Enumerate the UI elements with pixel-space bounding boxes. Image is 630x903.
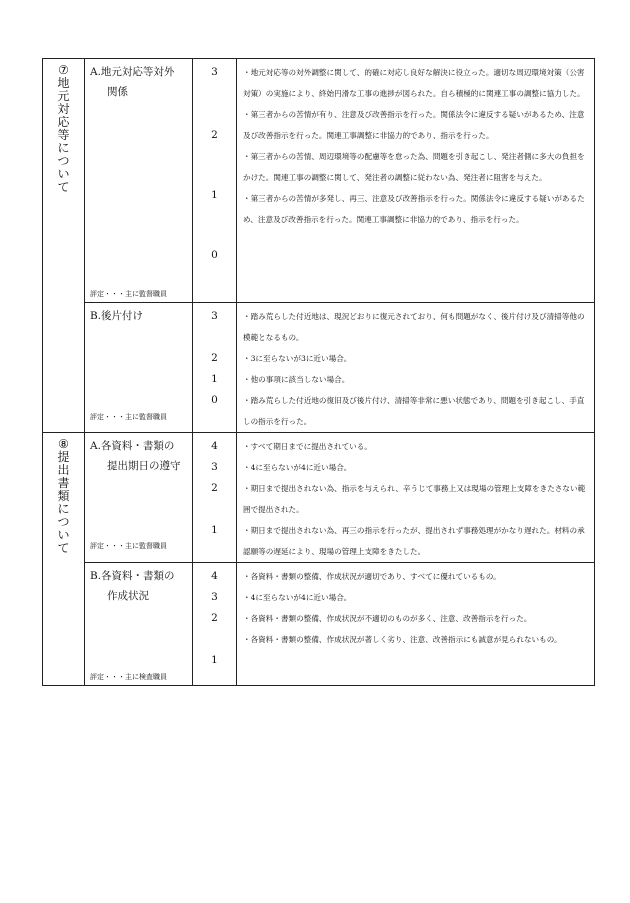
score-value: 0 — [211, 249, 218, 261]
section-7-label-char: 地 — [57, 76, 70, 90]
item-title-line: B.後片付け — [90, 310, 144, 322]
section-7-label-char: ⑦ — [58, 63, 69, 77]
score-value: 4 — [211, 570, 218, 582]
table-row — [43, 433, 595, 563]
score-value: 3 — [211, 310, 218, 322]
evaluator-note: 評定・・・主に検査職員 — [90, 673, 167, 681]
section-8-label-char: つ — [57, 515, 70, 529]
description-text: ・3に至らないが3に近い場合。 — [243, 354, 352, 363]
description-text: ・踏み荒らした付近地の復旧及び後片付け、清掃等非常に悪い状態であり、問題を引き起こし、手直しの指示を行った。 — [243, 396, 585, 426]
description-text: ・すべて期日までに提出されている。 — [243, 442, 372, 451]
score-value: 3 — [211, 591, 218, 603]
description-text: ・第三者からの苦情が有り、注意及び改善指示を行った。関係法令に違反する疑いがあるため、注意及び改善指示を行った。関連工事調整に非協力的であり、指示を行った。 — [243, 110, 585, 140]
section-8-label-char: い — [57, 528, 70, 542]
item-7b — [85, 303, 193, 433]
score-column — [193, 433, 237, 563]
item-8b — [85, 563, 193, 686]
item-title-line: B.各資料・書類の — [90, 570, 175, 582]
section-8-label-char: 類 — [57, 489, 70, 503]
description-column — [237, 563, 595, 686]
score-value: 3 — [211, 66, 218, 78]
score-value: 2 — [211, 352, 218, 364]
section-8-label-char: 書 — [57, 476, 70, 490]
score-value: 4 — [211, 440, 218, 452]
score-value: 1 — [211, 373, 218, 385]
section-8-label-char: て — [57, 541, 70, 555]
description-text: ・各資料・書類の整備、作成状況が著しく劣り、注意、改善指示にも誠意が見られないもの。 — [243, 635, 562, 644]
item-title-line: 関係 — [107, 86, 128, 98]
section-7-label-char: 元 — [57, 89, 70, 103]
description-text: ・他の事項に該当しない場合。 — [243, 375, 350, 384]
section-7-label-char: 応 — [57, 115, 70, 129]
section-7-label-char: い — [57, 167, 70, 181]
item-8a — [85, 433, 193, 563]
score-value: 1 — [211, 524, 218, 536]
evaluator-note: 評定・・・主に監督職員 — [90, 413, 167, 421]
score-value: 1 — [211, 654, 218, 666]
score-value: 1 — [211, 189, 218, 201]
score-column — [193, 563, 237, 686]
item-title-line: A.地元対応等対外 — [90, 66, 175, 78]
score-column — [193, 59, 237, 303]
section-7-label — [43, 59, 85, 433]
score-column — [193, 303, 237, 433]
description-text: ・4に至らないが4に近い場合。 — [243, 463, 352, 472]
evaluator-note: 評定・・・主に監督職員 — [90, 542, 167, 550]
description-text: ・4に至らないが4に近い場合。 — [243, 593, 352, 602]
section-7-label-char: つ — [57, 154, 70, 168]
description-text: ・各資料・書類の整備、作成状況が不適切のものが多く、注意、改善指示を行った。 — [243, 614, 532, 623]
description-text: ・第三者からの苦情、周辺環境等の配慮等を怠った為、問題を引き起こし、発注者側に多大の負担をかけた。関連工事の調整に関して、発注者の調整に従わない為、発注者に阻害を与えた。 — [243, 152, 585, 182]
description-column — [237, 59, 595, 303]
item-title-line: A.各資料・書類の — [90, 440, 175, 452]
item-7a — [85, 59, 193, 303]
section-7-label-char: に — [57, 141, 70, 155]
section-7-label-char: て — [57, 180, 70, 194]
description-text: ・踏み荒らした付近地は、現況どおりに復元されており、何も問題がなく、後片付け及び清掃等他の模範となるもの。 — [243, 312, 585, 342]
description-column — [237, 433, 595, 563]
description-text: ・各資料・書類の整備、作成状況が適切であり、すべてに優れているもの。 — [243, 572, 501, 581]
score-value: 2 — [211, 129, 218, 141]
table-row — [43, 59, 595, 303]
item-title-line: 提出期日の遵守 — [107, 460, 181, 472]
description-text: ・第三者からの苦情が多発し、再三、注意及び改善指示を行った。関係法令に違反する疑いがあるため、注意及び改善指示を行った。関連工事調整に非協力的であり、指示を行った。 — [243, 194, 585, 224]
section-7-label-char: 対 — [57, 102, 70, 116]
description-text: ・期日まで提出されない為、指示を与えられ、辛うじて事務上又は現場の管理上支障をきたさない範囲で提出された。 — [243, 484, 586, 514]
score-value: 2 — [211, 612, 218, 624]
description-text: ・期日まで提出されない為、再三の指示を行ったが、提出されず事務処理がかなり遅れた。材料の承認願等の遅延により、現場の管理上支障をきたした。 — [243, 526, 585, 556]
item-title — [85, 433, 192, 476]
section-8-label-char: 提 — [57, 450, 70, 464]
evaluation-table — [42, 58, 595, 686]
score-value: 2 — [211, 482, 218, 494]
section-7-label-char: 等 — [57, 128, 70, 142]
section-8-label-char: 出 — [57, 463, 70, 477]
description-column — [237, 303, 595, 433]
item-title — [85, 563, 192, 606]
item-title — [85, 303, 192, 326]
table-row — [43, 563, 595, 686]
section-8-label-char: に — [57, 502, 70, 516]
item-title-line: 作成状況 — [107, 590, 149, 602]
table-row — [43, 303, 595, 433]
section-8-label — [43, 433, 85, 686]
section-8-label-char: ⑧ — [58, 437, 69, 451]
evaluator-note: 評定・・・主に監督職員 — [90, 290, 167, 298]
score-value: 3 — [211, 461, 218, 473]
item-title — [85, 59, 192, 102]
description-text: ・地元対応等の対外調整に関して、的確に対応し良好な解決に役立った。適切な周辺環境対策（公害対策）の実施により、終始円滑な工事の進捗が図られた。自ら積極的に関連工事の調整に協力した。 — [243, 68, 585, 98]
score-value: 0 — [211, 394, 218, 406]
